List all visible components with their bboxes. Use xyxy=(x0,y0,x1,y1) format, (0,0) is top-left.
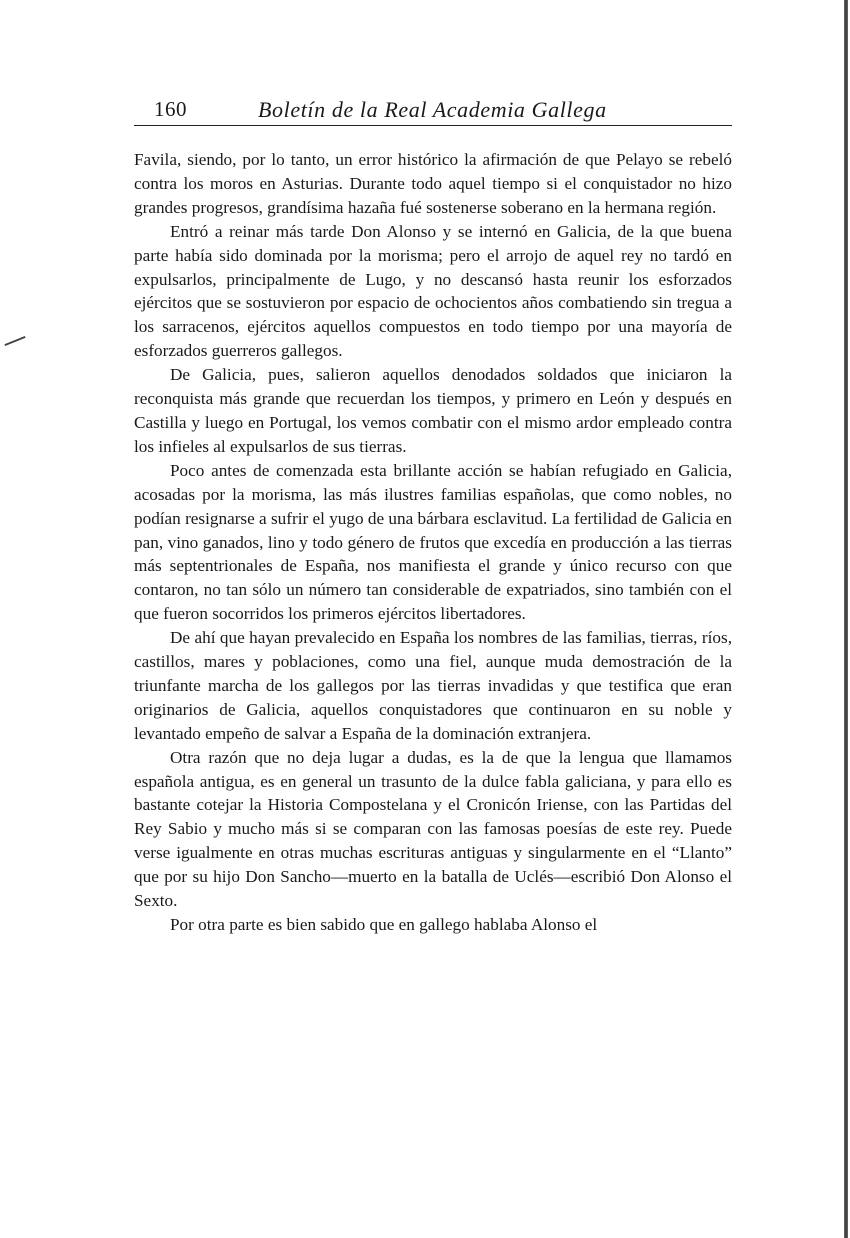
scan-edge-shadow xyxy=(844,0,848,1238)
paragraph: Otra razón que no deja lugar a dudas, es la de que la lengua que llamamos española antigua, es en general un trasunto de la dulce fabla galiciana, y para ello es bastante cotejar la Historia Compostelana y el Cronicón Iriense, con las Partidas del Rey Sabio y mucho más si se comparan con las famosas poesías de este rey. Puede verse igualmente en otras muchas escrituras antiguas y singularmente en el “Llanto” que por su hijo Don Sancho—muerto en la batalla de Uclés—escribió Don Alonso el Sexto. xyxy=(134,747,732,911)
paragraph: De ahí que hayan prevalecido en España los nombres de las familias, tierras, ríos, castillos, mares y poblaciones, como una fiel, aunque muda demostración de la triunfante marcha de los gallegos por las tierras invadidas y que testifica que eran originarios de Galicia, aquellos conquistadores que continuaron en su noble y levantado empeño de salvar a España de la dominación extranjera. xyxy=(134,628,732,743)
paragraph: Por otra parte es bien sabido que en gallego hablaba Alonso el xyxy=(170,915,598,934)
paragraph: De Galicia, pues, salieron aquellos denodados soldados que iniciaron la reconquista más grande que recuerdan los tiempos, y primero en León y después en Castilla y luego en Portugal, los vemos combatir con el mismo ardor empleado contra los infieles al expulsarlos de sus tierras. xyxy=(134,365,732,456)
paragraph: Poco antes de comenzada esta brillante acción se habían refugiado en Galicia, acosadas por la morisma, las más ilustres familias españolas, que como nobles, no podían resignarse a sufrir el yugo de una bárbara esclavitud. La fertilidad de Galicia en pan, vino ganados, lino y todo género de frutos que excedía en producción a las tierras más septentrionales de España, nos manifiesta el grande y único recurso con que contaron, no tan sólo un número tan considerable de expatriados, sino también con el que fueron socorridos los primeros ejércitos libertadores. xyxy=(134,460,732,624)
paragraph: Favila, siendo, por lo tanto, un error histórico la afirmación de que Pelayo se rebeló contra los moros en Asturias. Durante todo aquel tiempo si el conquistador no hizo grandes progresos, grandísima hazaña fué sostenerse soberano en la hermana región. xyxy=(134,150,732,217)
paragraph: Entró a reinar más tarde Don Alonso y se internó en Galicia, de la que buena parte había sido dominada por la morisma; pero el arrojo de aquel rey no tardó en expulsarlos, principalmente de Lugo, y no descansó hasta reunir los esforzados ejércitos que se sostuvieron por espacio de ochocientos años combatiendo sin tregua a los sarracenos, ejércitos aquellos compuestos en todo tiempo por una mayoría de esforzados guerreros gallegos. xyxy=(134,221,732,361)
body-text xyxy=(134,148,732,937)
page-number: 160 xyxy=(154,97,187,121)
page-header xyxy=(134,97,732,126)
margin-mark xyxy=(4,336,25,346)
running-title: Boletín de la Real Academia Gallega xyxy=(258,97,607,122)
